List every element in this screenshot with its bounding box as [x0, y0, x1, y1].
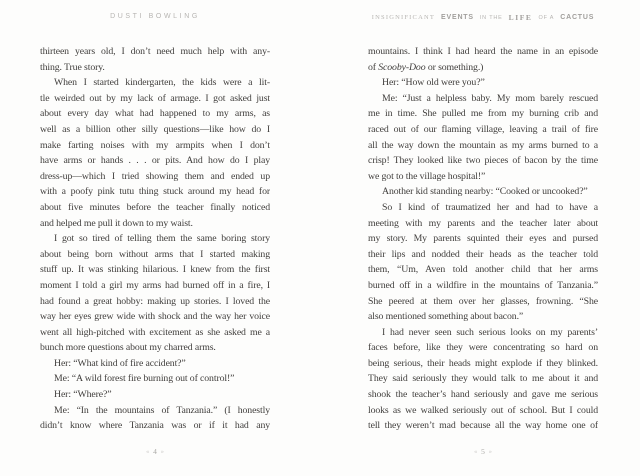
text-line	[368, 153, 598, 169]
text-line	[40, 418, 270, 434]
text-segment: my story. My parents squinted their eyes and pursed	[368, 233, 598, 245]
text-line	[368, 294, 598, 310]
text-segment: Her: “What kind of fire accident?”	[54, 357, 186, 369]
page-number: 5	[481, 447, 485, 456]
text-segment: moment I told a girl my arms had burned off in a fire, I	[40, 279, 270, 291]
text-segment: bunch more questions about my charred arms.	[40, 342, 216, 354]
text-segment: them, “Um, Aven told another child that her arms	[368, 264, 598, 276]
text-line	[40, 60, 270, 76]
text-line	[368, 200, 598, 216]
text-segment: Her: “Where?”	[54, 389, 112, 401]
running-header-author: DUSTI BOWLING	[110, 13, 200, 20]
text-segment: way her eyes grew wide with shock and the way her voice	[40, 311, 270, 323]
text-segment: I had never seen such serious looks on my parents’	[382, 326, 598, 338]
text-line	[40, 356, 270, 372]
text-segment: tle weirded out by my lack of armage. I got asked just	[40, 92, 270, 104]
text-line	[368, 75, 598, 91]
header-segment: INSIGNIFICANT	[371, 14, 436, 21]
text-line	[368, 387, 598, 403]
text-segment: Her: “How old were you?”	[382, 77, 485, 89]
text-segment: stuff up. It was stinking hilarious. I knew from the first	[40, 264, 270, 276]
text-line	[368, 278, 598, 294]
text-segment: being serious, their heads might explode if they blinked.	[368, 357, 598, 369]
text-line	[40, 387, 270, 403]
text-line	[40, 44, 270, 60]
header-segment: EVENTS	[441, 14, 474, 21]
text-line	[368, 418, 598, 434]
text-line	[40, 231, 270, 247]
text-segment: and helped me pull it down to my waist.	[40, 217, 193, 229]
text-segment: went all high-pitched with excitement as she asked me a	[40, 326, 270, 338]
folio-ornament-right: »	[160, 449, 164, 455]
text-segment: raced out of our flaming village, leaving a trail of fire	[368, 123, 598, 135]
text-line	[368, 169, 598, 185]
text-line	[40, 106, 270, 122]
text-segment: burned off in a wildfire in the mountains of Tanzania.”	[368, 279, 598, 291]
text-line	[368, 371, 598, 387]
text-line	[40, 122, 270, 138]
text-segment: didn’t know where Tanzania was or if it had any	[40, 420, 270, 432]
text-line	[40, 278, 270, 294]
text-segment: She peered at them over her glasses, frowning. “She	[368, 295, 598, 307]
text-segment: thing. True story.	[40, 61, 105, 73]
text-segment: me in time. She pulled me from my burning crib and	[368, 108, 598, 120]
text-line	[40, 294, 270, 310]
text-line	[368, 138, 598, 154]
text-segment: of	[368, 61, 379, 73]
text-segment: with a poofy pink tutu thing stuck around my head for	[40, 186, 270, 198]
text-segment: They said seriously they would talk to me about it and	[368, 373, 598, 385]
text-line	[368, 60, 598, 76]
text-segment: had found a great hobby: making up stories. I loved the	[40, 295, 270, 307]
text-line	[368, 91, 598, 107]
text-line	[40, 91, 270, 107]
left-page-text	[40, 44, 270, 434]
text-segment: make farting noises with my armpits when I don’t	[40, 139, 270, 151]
text-segment: also mentioned something about bacon.”	[368, 311, 524, 323]
text-line	[40, 262, 270, 278]
text-line	[368, 231, 598, 247]
text-segment: Me: “In the mountains of Tanzania.” (I honestly	[54, 404, 270, 416]
text-segment: I got so tired of telling them the same boring story	[54, 233, 270, 245]
text-line	[368, 44, 598, 60]
text-segment: So I kind of traumatized her and had to have a	[382, 201, 598, 213]
folio-ornament-left: «	[474, 449, 478, 455]
text-line	[40, 75, 270, 91]
header-segment: LIFE	[508, 13, 533, 22]
text-segment: shook the teacher’s hand seriously and gave me serious	[368, 389, 598, 401]
text-line	[40, 153, 270, 169]
text-line	[368, 122, 598, 138]
header-segment: OF A	[538, 14, 555, 21]
text-segment: their lips and nodded their heads as the teacher told	[368, 248, 598, 260]
text-line	[40, 371, 270, 387]
right-page-folio	[368, 447, 598, 456]
header-segment: CACTUS	[560, 14, 595, 21]
text-line	[368, 340, 598, 356]
text-segment: dress-up—which I tried showing them and ended up	[40, 170, 270, 182]
running-header-book-title	[368, 13, 598, 22]
text-segment: we got to the village hospital!”	[368, 170, 486, 182]
folio-ornament-left: «	[146, 449, 150, 455]
text-line	[368, 106, 598, 122]
text-line	[368, 262, 598, 278]
text-segment: all the way down the mountain as my arms burned to a	[368, 139, 598, 151]
text-line	[368, 184, 598, 200]
text-line	[40, 138, 270, 154]
text-line	[368, 309, 598, 325]
text-line	[368, 403, 598, 419]
text-segment: meeting with my parents and the teacher later about	[368, 217, 598, 229]
text-line	[368, 247, 598, 263]
text-line	[40, 403, 270, 419]
right-page	[320, 0, 640, 476]
text-line	[40, 184, 270, 200]
text-segment: looks as we walked seriously out of school. But I could	[368, 404, 598, 416]
text-line	[40, 169, 270, 185]
text-segment: about every day what had happened to my arms, as	[40, 108, 270, 120]
text-line	[368, 356, 598, 372]
text-line	[40, 247, 270, 263]
text-segment: When I started kindergarten, the kids were a lit-	[54, 77, 270, 89]
right-page-text	[368, 44, 598, 434]
text-line	[40, 216, 270, 232]
text-line	[40, 340, 270, 356]
text-line	[40, 325, 270, 341]
text-segment: or something.)	[425, 61, 484, 73]
text-segment: Me: “A wild forest fire burning out of control!”	[54, 373, 235, 385]
text-segment: about five minutes before the teacher finally noticed	[40, 201, 270, 213]
text-segment: faces before, like they were concentrating so hard on	[368, 342, 598, 354]
text-segment: crisp! They looked like two pieces of bacon by the time	[368, 155, 598, 167]
text-line	[40, 200, 270, 216]
text-line	[40, 309, 270, 325]
page-number: 4	[153, 447, 157, 456]
folio-ornament-right: »	[488, 449, 492, 455]
text-line	[368, 325, 598, 341]
text-segment: well as a billion other silly questions—like how do I	[40, 123, 270, 135]
text-segment: Me: “Just a helpless baby. My mom barely rescued	[382, 92, 598, 104]
text-segment: have arms or hands . . . or pits. And how do I play	[40, 155, 270, 167]
text-segment: tell they weren’t mad because all the way home one of	[368, 420, 598, 432]
text-segment: about being born without arms that I started making	[40, 248, 270, 260]
text-line	[368, 216, 598, 232]
header-segment: IN THE	[479, 14, 503, 21]
text-segment: thirteen years old, I don’t need much help with any-	[40, 46, 270, 57]
text-segment: mountains. I think I had heard the name in an episode	[368, 46, 598, 57]
italic-text-segment: Scooby-Doo	[378, 61, 426, 73]
text-segment: Another kid standing nearby: “Cooked or uncooked?”	[382, 186, 588, 198]
left-page-folio	[40, 447, 270, 456]
